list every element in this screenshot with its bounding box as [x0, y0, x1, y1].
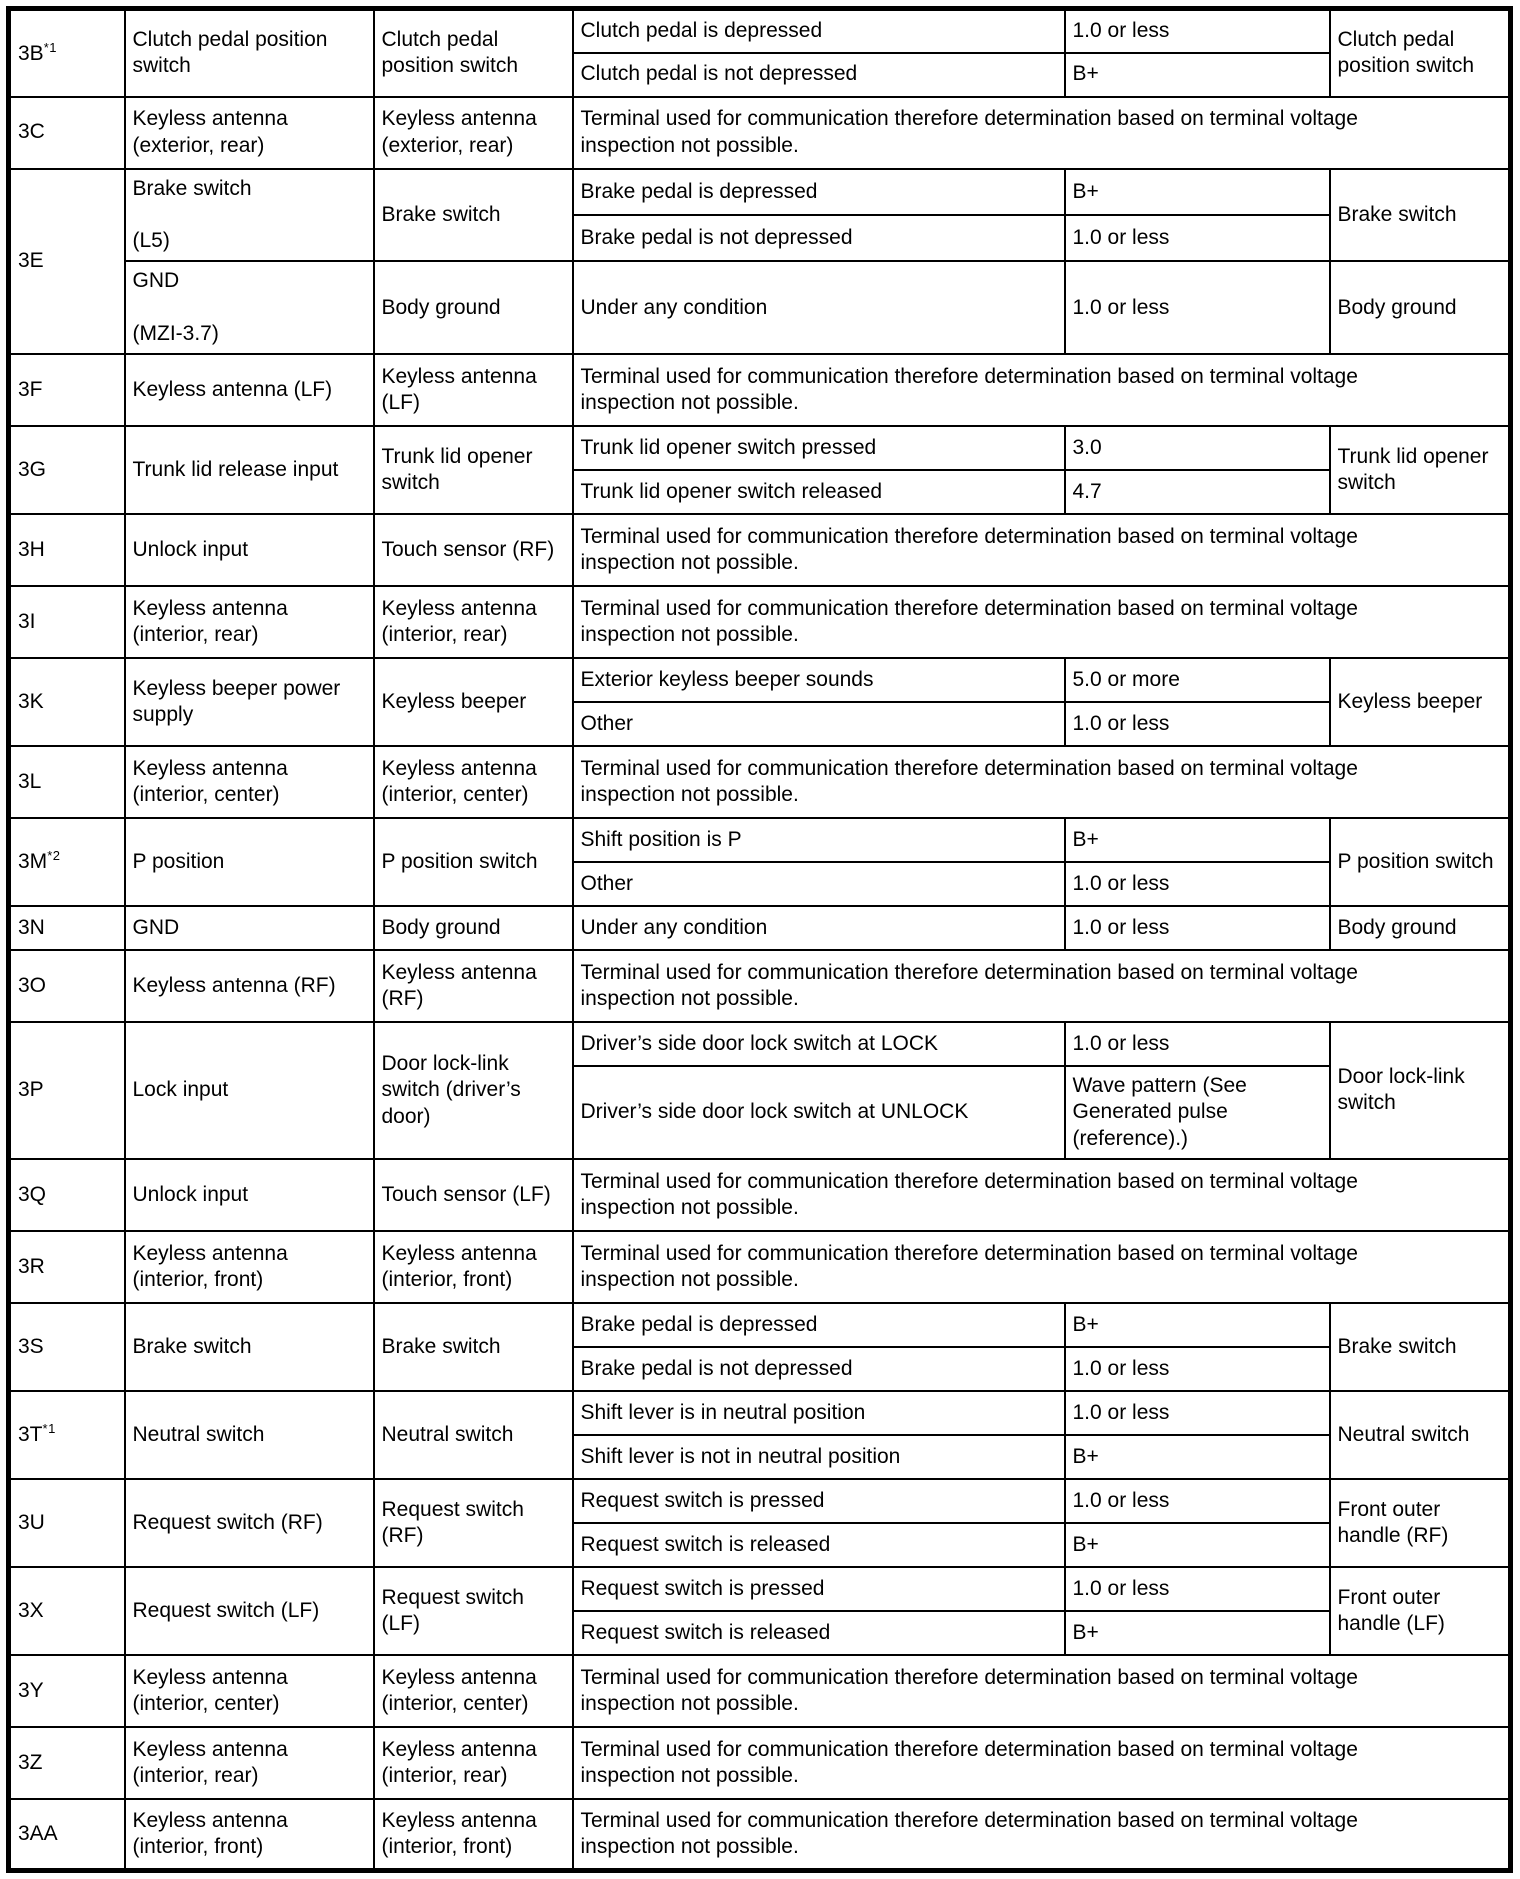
connected-cell: Keyless antenna (interior, rear) — [374, 1727, 573, 1799]
signal-cell: Clutch pedal position switch — [125, 9, 374, 97]
signal-cell: Lock input — [125, 1022, 374, 1159]
terminal-label: 3S — [18, 1334, 44, 1358]
voltage-cell: B+ — [1065, 1435, 1330, 1479]
terminal-voltage-table-body — [9, 9, 1511, 1871]
comm-text: Terminal used for communication therefore determination based on terminal voltage inspection not possible. — [580, 596, 1358, 646]
signal-cell-line: Brake switch — [132, 176, 252, 200]
table-row — [9, 97, 1511, 169]
terminal-cell — [9, 1231, 125, 1303]
comm-text: Terminal used for communication therefore determination based on terminal voltage inspection not possible. — [580, 756, 1358, 806]
inspection-cell: Front outer handle (LF) — [1330, 1567, 1511, 1655]
connected-cell: P position switch — [374, 818, 573, 906]
inspection-cell: Brake switch — [1330, 169, 1511, 262]
voltage-cell: Wave pattern (See Generated pulse (reference).) — [1065, 1066, 1330, 1159]
comm-text: Terminal used for communication therefore determination based on terminal voltage inspection not possible. — [580, 107, 1358, 157]
signal-cell: Unlock input — [125, 514, 374, 586]
table-row — [9, 1391, 1511, 1435]
comm-text: Terminal used for communication therefore determination based on terminal voltage inspection not possible. — [580, 960, 1358, 1010]
terminal-label: 3X — [18, 1598, 44, 1622]
signal-cell: Keyless antenna (interior, front) — [125, 1231, 374, 1303]
inspection-cell: Trunk lid opener switch — [1330, 426, 1511, 514]
signal-cell: Trunk lid release input — [125, 426, 374, 514]
connected-cell: Touch sensor (LF) — [374, 1159, 573, 1231]
signal-cell: Keyless antenna (interior, center) — [125, 1655, 374, 1727]
comm-cell — [573, 1231, 1511, 1303]
condition-cell: Request switch is released — [573, 1523, 1065, 1567]
condition-cell: Under any condition — [573, 906, 1065, 950]
table-row — [9, 906, 1511, 950]
inspection-cell: Body ground — [1330, 906, 1511, 950]
condition-cell: Brake pedal is not depressed — [573, 1347, 1065, 1391]
terminal-label: 3I — [18, 609, 36, 633]
terminal-cell — [9, 514, 125, 586]
terminal-cell — [9, 354, 125, 426]
inspection-cell: Clutch pedal position switch — [1330, 9, 1511, 97]
inspection-cell: Door lock-link switch — [1330, 1022, 1511, 1159]
signal-cell-line — [133, 295, 368, 321]
terminal-label: 3K — [18, 689, 44, 713]
terminal-label: 3B — [18, 41, 44, 65]
comm-cell — [573, 950, 1511, 1022]
signal-cell: Keyless antenna (LF) — [125, 354, 374, 426]
condition-cell: Driver’s side door lock switch at LOCK — [573, 1022, 1065, 1066]
connected-cell: Keyless antenna (interior, front) — [374, 1231, 573, 1303]
table-row — [9, 1655, 1511, 1727]
terminal-label: 3R — [18, 1254, 45, 1278]
connected-cell: Body ground — [374, 261, 573, 354]
connected-cell: Brake switch — [374, 169, 573, 262]
comm-cell — [573, 1655, 1511, 1727]
terminal-label: 3U — [18, 1510, 45, 1534]
voltage-cell: 1.0 or less — [1065, 9, 1330, 53]
table-row — [9, 1303, 1511, 1347]
condition-cell: Request switch is pressed — [573, 1479, 1065, 1523]
terminal-label: 3Z — [18, 1750, 43, 1774]
condition-cell: Request switch is pressed — [573, 1567, 1065, 1611]
condition-cell: Clutch pedal is depressed — [573, 9, 1065, 53]
voltage-cell: 1.0 or less — [1065, 906, 1330, 950]
signal-cell: P position — [125, 818, 374, 906]
connected-cell: Keyless antenna (exterior, rear) — [374, 97, 573, 169]
comm-cell — [573, 1727, 1511, 1799]
terminal-cell — [9, 1479, 125, 1567]
table-row — [9, 426, 1511, 470]
signal-cell: Request switch (RF) — [125, 1479, 374, 1567]
voltage-cell: 1.0 or less — [1065, 1347, 1330, 1391]
table-row — [9, 1479, 1511, 1523]
comm-text: Terminal used for communication therefore determination based on terminal voltage inspection not possible. — [580, 1737, 1358, 1787]
signal-cell: Keyless beeper power supply — [125, 658, 374, 746]
condition-cell: Brake pedal is depressed — [573, 169, 1065, 215]
inspection-cell: Front outer handle (RF) — [1330, 1479, 1511, 1567]
table-row — [9, 818, 1511, 862]
inspection-cell: Body ground — [1330, 261, 1511, 354]
voltage-cell: B+ — [1065, 818, 1330, 862]
table-row — [9, 950, 1511, 1022]
condition-cell: Shift lever is in neutral position — [573, 1391, 1065, 1435]
terminal-label: 3H — [18, 537, 45, 561]
signal-cell: Keyless antenna (RF) — [125, 950, 374, 1022]
voltage-cell: 1.0 or less — [1065, 1391, 1330, 1435]
terminal-superscript: *1 — [43, 39, 57, 55]
connected-cell: Brake switch — [374, 1303, 573, 1391]
signal-cell: GND — [125, 906, 374, 950]
comm-text: Terminal used for communication therefore determination based on terminal voltage inspection not possible. — [580, 1665, 1358, 1715]
terminal-cell — [9, 1567, 125, 1655]
table-row — [9, 746, 1511, 818]
terminal-label: 3Y — [18, 1678, 44, 1702]
comm-cell — [573, 1159, 1511, 1231]
comm-text: Terminal used for communication therefore determination based on terminal voltage inspection not possible. — [580, 1241, 1358, 1291]
connected-cell: Request switch (RF) — [374, 1479, 573, 1567]
terminal-label: 3P — [18, 1078, 44, 1102]
terminal-cell — [9, 1727, 125, 1799]
connected-cell: Request switch (LF) — [374, 1567, 573, 1655]
table-row — [9, 658, 1511, 702]
terminal-label: 3O — [18, 973, 47, 997]
terminal-cell — [9, 426, 125, 514]
connected-cell: Keyless antenna (LF) — [374, 354, 573, 426]
condition-cell: Shift position is P — [573, 818, 1065, 862]
comm-cell — [573, 746, 1511, 818]
voltage-cell: 1.0 or less — [1065, 702, 1330, 746]
voltage-cell: 1.0 or less — [1065, 1567, 1330, 1611]
connected-cell: Door lock-link switch (driver’s door) — [374, 1022, 573, 1159]
terminal-label: 3F — [18, 377, 43, 401]
terminal-superscript: *1 — [42, 1421, 56, 1437]
connected-cell: Keyless antenna (interior, center) — [374, 1655, 573, 1727]
voltage-cell: B+ — [1065, 53, 1330, 97]
signal-cell — [125, 261, 374, 354]
signal-cell — [125, 169, 374, 262]
condition-cell: Other — [573, 862, 1065, 906]
voltage-cell: B+ — [1065, 169, 1330, 215]
terminal-label: 3G — [18, 457, 47, 481]
voltage-cell: 1.0 or less — [1065, 261, 1330, 354]
signal-cell-line: (L5) — [132, 229, 170, 252]
terminal-superscript: *2 — [47, 848, 61, 864]
connected-cell: Clutch pedal position switch — [374, 9, 573, 97]
signal-cell: Keyless antenna (interior, rear) — [125, 1727, 374, 1799]
voltage-cell: 4.7 — [1065, 470, 1330, 514]
signal-cell: Keyless antenna (interior, center) — [125, 746, 374, 818]
comm-text: Terminal used for communication therefore determination based on terminal voltage inspection not possible. — [580, 524, 1358, 574]
inspection-cell: Keyless beeper — [1330, 658, 1511, 746]
voltage-cell: 1.0 or less — [1065, 862, 1330, 906]
voltage-cell: 1.0 or less — [1065, 1022, 1330, 1066]
voltage-cell: 1.0 or less — [1065, 215, 1330, 261]
terminal-label: 3M — [18, 850, 48, 874]
condition-cell: Other — [573, 702, 1065, 746]
table-row — [9, 1567, 1511, 1611]
terminal-label: 3L — [18, 769, 42, 793]
connected-cell: Keyless antenna (interior, front) — [374, 1799, 573, 1871]
terminal-cell — [9, 1655, 125, 1727]
signal-cell: Request switch (LF) — [125, 1567, 374, 1655]
signal-cell: Keyless antenna (interior, rear) — [125, 586, 374, 658]
connected-cell: Keyless antenna (RF) — [374, 950, 573, 1022]
comm-text: Terminal used for communication therefore determination based on terminal voltage inspection not possible. — [580, 364, 1358, 414]
comm-cell — [573, 1799, 1511, 1871]
comm-cell — [573, 514, 1511, 586]
signal-cell: Unlock input — [125, 1159, 374, 1231]
terminal-label: 3AA — [18, 1821, 58, 1845]
signal-cell-line — [133, 202, 368, 228]
condition-cell: Request switch is released — [573, 1611, 1065, 1655]
terminal-cell — [9, 1303, 125, 1391]
condition-cell: Brake pedal is not depressed — [573, 215, 1065, 261]
voltage-cell: B+ — [1065, 1611, 1330, 1655]
voltage-cell: B+ — [1065, 1303, 1330, 1347]
terminal-cell — [9, 1159, 125, 1231]
table-row — [9, 1799, 1511, 1871]
connected-cell: Keyless antenna (interior, rear) — [374, 586, 573, 658]
comm-cell — [573, 586, 1511, 658]
table-row — [9, 1159, 1511, 1231]
signal-cell: Brake switch — [125, 1303, 374, 1391]
inspection-cell: P position switch — [1330, 818, 1511, 906]
table-row — [9, 514, 1511, 586]
terminal-label: 3T — [18, 1423, 43, 1447]
terminal-cell — [9, 586, 125, 658]
inspection-cell: Neutral switch — [1330, 1391, 1511, 1479]
table-row — [9, 261, 1511, 354]
condition-cell: Brake pedal is depressed — [573, 1303, 1065, 1347]
connected-cell: Neutral switch — [374, 1391, 573, 1479]
comm-text: Terminal used for communication therefore determination based on terminal voltage inspection not possible. — [580, 1169, 1358, 1219]
comm-cell — [573, 354, 1511, 426]
condition-cell: Trunk lid opener switch pressed — [573, 426, 1065, 470]
condition-cell: Under any condition — [573, 261, 1065, 354]
condition-cell: Exterior keyless beeper sounds — [573, 658, 1065, 702]
voltage-cell: B+ — [1065, 1523, 1330, 1567]
condition-cell: Trunk lid opener switch released — [573, 470, 1065, 514]
terminal-cell — [9, 169, 125, 355]
terminal-cell — [9, 818, 125, 906]
terminal-label: 3C — [18, 120, 45, 144]
terminal-label: 3N — [18, 915, 45, 939]
terminal-cell — [9, 1022, 125, 1159]
terminal-cell — [9, 746, 125, 818]
table-row — [9, 354, 1511, 426]
voltage-cell: 3.0 — [1065, 426, 1330, 470]
connected-cell: Body ground — [374, 906, 573, 950]
terminal-cell — [9, 9, 125, 97]
terminal-cell — [9, 1799, 125, 1871]
table-row — [9, 1727, 1511, 1799]
condition-cell: Driver’s side door lock switch at UNLOCK — [573, 1066, 1065, 1159]
connected-cell: Touch sensor (RF) — [374, 514, 573, 586]
terminal-cell — [9, 658, 125, 746]
connected-cell: Keyless antenna (interior, center) — [374, 746, 573, 818]
signal-cell: Neutral switch — [125, 1391, 374, 1479]
terminal-voltage-table — [6, 6, 1513, 1873]
signal-cell-line: GND — [132, 269, 180, 293]
connected-cell: Keyless beeper — [374, 658, 573, 746]
connected-cell: Trunk lid opener switch — [374, 426, 573, 514]
voltage-cell: 5.0 or more — [1065, 658, 1330, 702]
comm-text: Terminal used for communication therefore determination based on terminal voltage inspection not possible. — [580, 1808, 1358, 1858]
terminal-cell — [9, 97, 125, 169]
table-row — [9, 1022, 1511, 1066]
voltage-cell: 1.0 or less — [1065, 1479, 1330, 1523]
terminal-cell — [9, 950, 125, 1022]
inspection-cell: Brake switch — [1330, 1303, 1511, 1391]
condition-cell: Clutch pedal is not depressed — [573, 53, 1065, 97]
signal-cell: Keyless antenna (exterior, rear) — [125, 97, 374, 169]
terminal-cell — [9, 1391, 125, 1479]
table-row — [9, 1231, 1511, 1303]
table-row — [9, 586, 1511, 658]
table-row — [9, 9, 1511, 53]
terminal-cell — [9, 906, 125, 950]
terminal-label: 3Q — [18, 1182, 47, 1206]
comm-cell — [573, 97, 1511, 169]
condition-cell: Shift lever is not in neutral position — [573, 1435, 1065, 1479]
signal-cell: Keyless antenna (interior, front) — [125, 1799, 374, 1871]
signal-cell-line: (MZI-3.7) — [132, 321, 219, 345]
table-row — [9, 169, 1511, 215]
terminal-label: 3E — [18, 249, 44, 273]
